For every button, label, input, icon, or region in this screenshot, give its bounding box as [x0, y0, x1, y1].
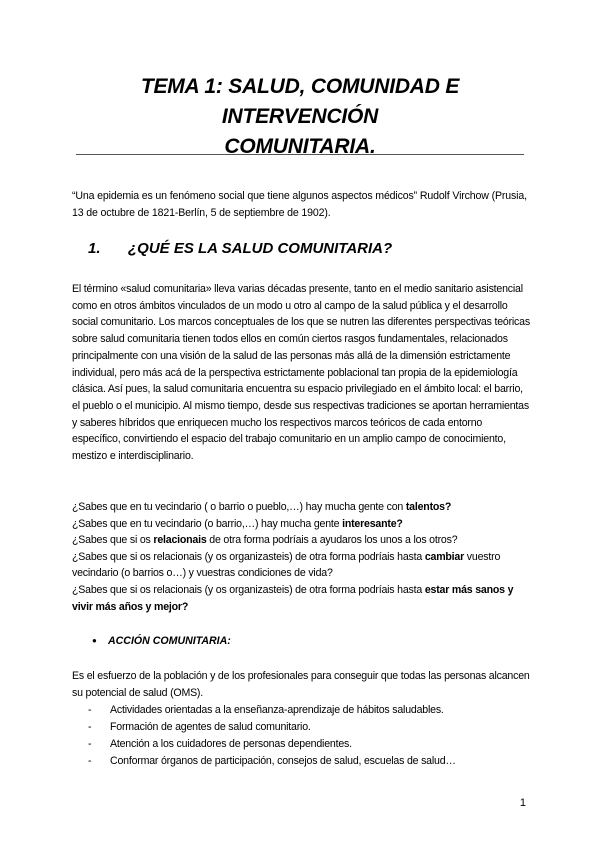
accion-heading — [92, 633, 231, 649]
title-line-2: COMUNITARIA. — [224, 135, 376, 158]
question-text: ¿Sabes que si os relacionais (y os organizasteis) de otra forma podríais hasta — [72, 550, 425, 563]
question-emphasis: estar más sanos y vivir más años y mejor? — [72, 583, 514, 613]
question-text: ¿Sabes que en tu vecindario (o barrio,…) hay mucha gente — [72, 517, 343, 530]
bullet-icon: ● — [92, 636, 97, 645]
question-line — [72, 549, 532, 582]
question-text-end: de otra forma podríais a ayudaros los unos a los otros? — [206, 534, 458, 547]
question-text-end: vuestro vecindario (o barrios o…) y vuestras condiciones de vida? — [72, 550, 501, 580]
accion-heading-text: ACCIÓN COMUNITARIA: — [108, 635, 231, 647]
dash-icon: - — [88, 738, 92, 750]
question-emphasis: relacionais — [153, 534, 207, 547]
section-title: ¿QUÉ ES LA SALUD COMUNITARIA? — [128, 240, 393, 257]
question-emphasis: interesante? — [342, 517, 403, 530]
dash-icon: - — [88, 755, 92, 767]
list-item — [88, 753, 528, 770]
section-number: 1. — [88, 240, 101, 257]
title-line-1: TEMA 1: SALUD, COMUNIDAD E INTERVENCIÓN — [140, 75, 460, 128]
question-emphasis: cambiar — [424, 550, 465, 563]
section-heading — [88, 238, 528, 260]
question-line — [72, 582, 532, 615]
question-line — [72, 532, 532, 549]
question-line — [72, 516, 532, 533]
document-title — [60, 72, 540, 162]
accion-list — [88, 702, 528, 770]
question-text: ¿Sabes que si os — [72, 534, 154, 547]
list-item-text: Formación de agentes de salud comunitario. — [110, 721, 311, 733]
list-item-text: Conformar órganos de participación, consejos de salud, escuelas de salud… — [110, 755, 456, 767]
title-divider — [76, 154, 524, 155]
questions-block — [72, 499, 532, 615]
epigraph-quote: “Una epidemia es un fenómeno social que tiene algunos aspectos médicos” Rudolf Virchow (Prusia, 13 de octubre de 1821-Berlín, 5 de septiembre de 1902). — [72, 190, 527, 219]
dash-icon: - — [88, 704, 92, 716]
question-text: ¿Sabes que en tu vecindario ( o barrio o pueblo,…) hay mucha gente con — [72, 501, 406, 513]
dash-icon: - — [88, 721, 92, 733]
list-item — [88, 702, 528, 719]
list-item-text: Actividades orientadas a la enseñanza-aprendizaje de hábitos saludables. — [110, 704, 444, 716]
question-emphasis: talentos? — [405, 501, 452, 513]
list-item — [88, 736, 528, 753]
question-line — [72, 499, 532, 516]
question-text: ¿Sabes que si os relacionais (y os organizasteis) de otra forma podríais hasta — [72, 583, 425, 596]
page-number: 1 — [519, 797, 526, 809]
list-item — [88, 719, 528, 736]
list-item-text: Atención a los cuidadores de personas dependientes. — [110, 738, 352, 750]
accion-definition: Es el esfuerzo de la población y de los profesionales para conseguir que todas las personas alcancen su potencial de salud (OMS). — [72, 670, 530, 699]
intro-paragraph: El término «salud comunitaria» lleva varias décadas presente, tanto en el medio sanitario asistencial como en otros ámbitos vinculados de un modo u otro al campo de la salud pública y el desarrollo social comunitario. Los marcos conceptuales de los que se nutren las diferentes perspectivas teóricas sobre salud comunitaria tienen todos ellos en común ciertos rasgos fundamentales, relacionados principalmente con una visión de la salud de las personas más allá de la dimensión estrictamente individual, pero más acá de la perspectiva estrictamente poblacional tan propia de la epidemiología clásica. Así pues, la salud comunitaria encuentra su espacio privilegiado en el ámbito local: el barrio, el pueblo o el municipio. Al mismo tiempo, desde sus respectivas tradiciones se aportan herramientas y saberes híbridos que enriquecen mucho los respectivos marcos teóricos de cada entorno específico, convirtiendo el espacio del trabajo comunitario en un amplio campo de conocimiento, mestizo e interdisciplinario. — [72, 283, 530, 463]
